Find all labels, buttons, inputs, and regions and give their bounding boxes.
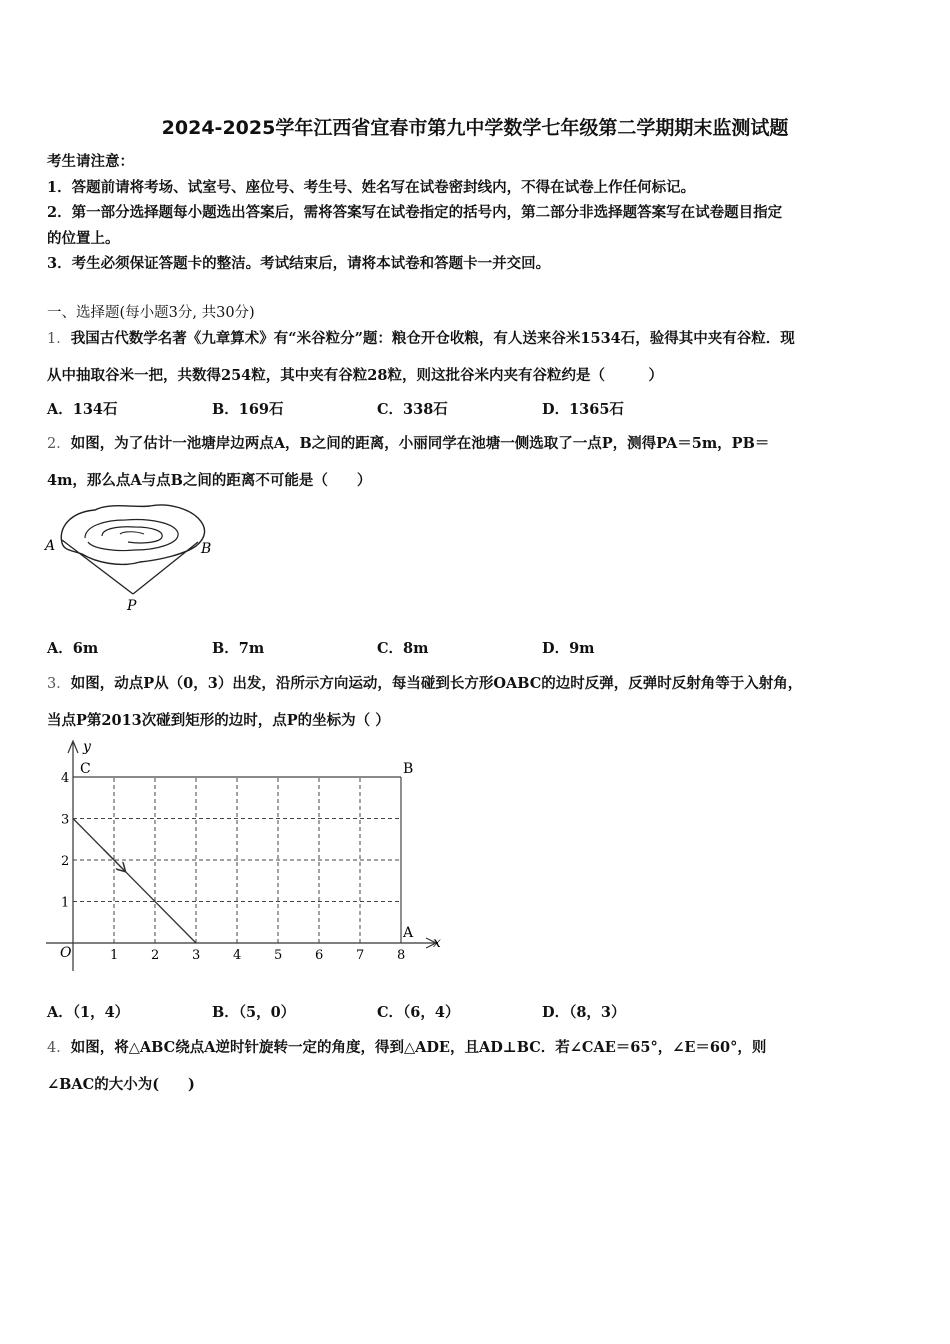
question-1-line-2: 从中抽取谷米一把，共数得254粒，其中夹有谷粒28粒，则这批谷米内夹有谷粒约是（ ） bbox=[47, 367, 663, 384]
question-3-line-2: 当点P第2013次碰到矩形的边时，点P的坐标为（ ） bbox=[47, 712, 390, 729]
option-b[interactable]: B．7m bbox=[212, 640, 265, 657]
grid-lines bbox=[73, 777, 401, 943]
x-tick-label: 8 bbox=[397, 948, 406, 963]
question-number: 4． bbox=[47, 1040, 71, 1056]
x-tick-label: 2 bbox=[151, 948, 160, 963]
origin-label: O bbox=[60, 945, 72, 961]
page-title: 2024-2025学年江西省宜春市第九中学数学七年级第二学期期末监测试题 bbox=[161, 117, 789, 139]
notice-item: 的位置上。 bbox=[47, 230, 120, 247]
question-text: 如图，动点P从（0，3）出发，沿所示方向运动，每当碰到长方形OABC的边时反弹，反弹时反射角等于入射角， bbox=[70, 675, 803, 692]
question-2-line-1 bbox=[47, 432, 769, 453]
x-tick-label: 4 bbox=[233, 948, 242, 963]
y-tick-label: 4 bbox=[61, 771, 70, 786]
notice-item: 1．答题前请将考场、试室号、座位号、考生号、姓名写在试卷密封线内，不得在试卷上作任何标记。 bbox=[47, 179, 696, 196]
option-b[interactable]: B．169石 bbox=[212, 401, 284, 418]
question-4-line-2: ∠BAC的大小为( ) bbox=[47, 1076, 195, 1093]
question-text: 我国古代数学名著《九章算术》有“米谷粒分”题：粮仓开仓收粮，有人送来谷米1534石，验得其中夹有谷粒．现 bbox=[70, 330, 795, 347]
coordinate-grid-figure bbox=[40, 735, 450, 980]
notice-item: 3．考生必须保证答题卡的整洁。考试结束后，请将本试卷和答题卡一并交回。 bbox=[47, 255, 551, 272]
option-a[interactable]: A．134石 bbox=[47, 401, 118, 418]
question-number: 3． bbox=[47, 676, 71, 692]
section-heading: 一、选择题(每小题3分, 共30分) bbox=[47, 305, 255, 321]
question-number: 2． bbox=[47, 436, 71, 452]
pond-ripple bbox=[102, 527, 162, 543]
option-d[interactable]: D．（8，3） bbox=[542, 1004, 626, 1021]
corner-b-label: B bbox=[403, 761, 414, 777]
segment-pa bbox=[62, 540, 133, 594]
question-1-line-1 bbox=[47, 327, 795, 348]
direction-arrow-icon bbox=[104, 850, 125, 871]
pond-figure bbox=[40, 498, 230, 618]
x-tick-label: 7 bbox=[356, 948, 365, 963]
question-text: 如图，为了估计一池塘岸边两点A，B之间的距离，小丽同学在池塘一侧选取了一点P，测得PA＝5m，PB＝ bbox=[70, 435, 770, 452]
corner-c-label: C bbox=[80, 761, 91, 777]
question-4-line-1 bbox=[47, 1036, 766, 1057]
option-b[interactable]: B．（5，0） bbox=[212, 1004, 296, 1021]
point-a-label: A bbox=[45, 538, 56, 554]
option-c[interactable]: C．8m bbox=[377, 640, 429, 657]
question-text: 如图，将△ABC绕点A逆时针旋转一定的角度，得到△ADE，且AD⊥BC．若∠CAE＝65°，∠E＝60°，则 bbox=[70, 1039, 767, 1056]
notice-item: 2．第一部分选择题每小题选出答案后，需将答案写在试卷指定的括号内，第二部分非选择题答案写在试卷题目指定 bbox=[47, 204, 783, 221]
y-tick-label: 2 bbox=[61, 854, 70, 869]
question-2-line-2: 4m，那么点A与点B之间的距离不可能是（ ） bbox=[47, 472, 372, 489]
x-tick-label: 6 bbox=[315, 948, 324, 963]
option-d[interactable]: D．9m bbox=[542, 640, 595, 657]
y-tick-label: 3 bbox=[61, 812, 70, 828]
x-tick-label: 3 bbox=[192, 948, 201, 963]
point-p-label: P bbox=[127, 598, 137, 614]
y-axis-label: y bbox=[83, 739, 91, 755]
x-tick-label: 1 bbox=[110, 948, 119, 963]
option-d[interactable]: D．1365石 bbox=[542, 401, 624, 418]
question-3-line-1 bbox=[47, 672, 802, 693]
motion-path bbox=[73, 819, 196, 944]
option-c[interactable]: C．（6，4） bbox=[377, 1004, 460, 1021]
y-tick-label: 1 bbox=[61, 895, 70, 911]
pond-ripple bbox=[85, 520, 178, 551]
point-b-label: B bbox=[201, 541, 212, 557]
option-a[interactable]: A．（1，4） bbox=[47, 1004, 130, 1021]
question-number: 1． bbox=[47, 331, 71, 347]
notice-heading: 考生请注意： bbox=[47, 153, 134, 170]
x-tick-label: 5 bbox=[274, 948, 283, 963]
option-c[interactable]: C．338石 bbox=[377, 401, 448, 418]
corner-a-label: A bbox=[403, 925, 414, 941]
pond-ripple bbox=[120, 532, 144, 534]
x-axis-label: x bbox=[433, 935, 441, 951]
option-a[interactable]: A．6m bbox=[47, 640, 99, 657]
